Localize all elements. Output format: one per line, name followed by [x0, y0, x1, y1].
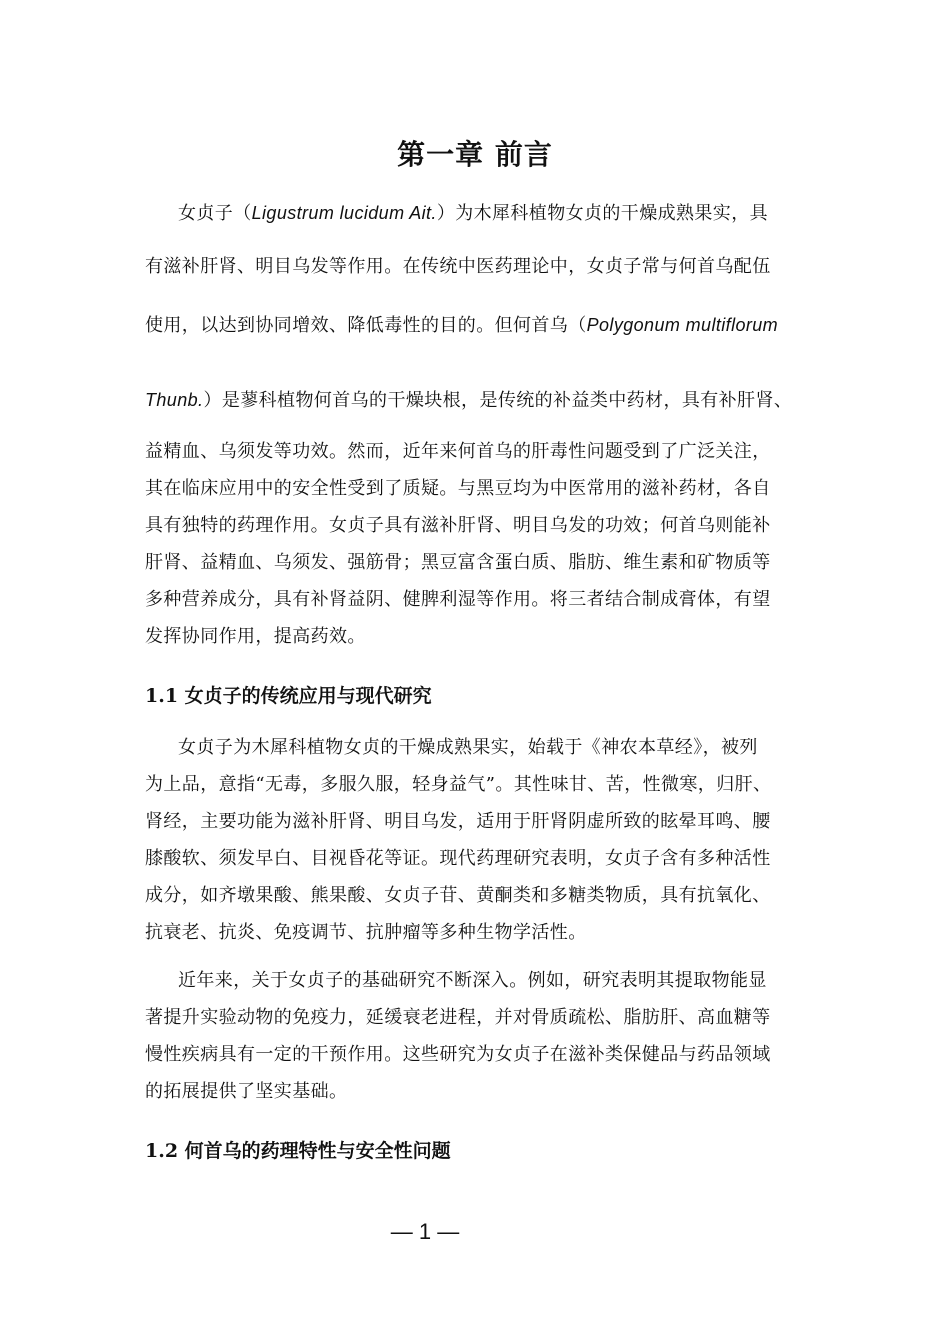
section1-p1-line-5: 成分，如齐墩果酸、熊果酸、女贞子苷、黄酮类和多糖类物质，具有抗氧化、 [145, 885, 771, 906]
section1-p2-line-3: 慢性疾病具有一定的干预作用。这些研究为女贞子在滋补类保健品与药品领域 [145, 1044, 771, 1065]
para1-line-3: 使用，以达到协同增效、降低毒性的目的。但何首乌（Polygonum multiflorum [145, 315, 779, 336]
latin-name: Polygonum multiflorum [586, 315, 779, 335]
section1-p1-line-2: 为上品，意指“无毒，多服久服，轻身益气”。其性味甘、苦，性微寒，归肝、 [145, 774, 772, 795]
para1-line-8: 肝肾、益精血、乌须发、强筋骨；黑豆富含蛋白质、脂肪、维生素和矿物质等 [145, 552, 771, 573]
section-heading-1-1: 1.1 女贞子的传统应用与现代研究 [145, 685, 432, 707]
section1-p1-line-4: 膝酸软、须发早白、目视昏花等证。现代药理研究表明，女贞子含有多种活性 [145, 848, 771, 869]
latin-name: Thunb. [145, 390, 204, 410]
para1-line-4: Thunb.）是蓼科植物何首乌的干燥块根，是传统的补益类中药材，具有补肝肾、 [145, 390, 793, 411]
section1-p2-line-2: 著提升实验动物的免疫力，延缓衰老进程，并对骨质疏松、脂肪肝、高血糖等 [145, 1007, 771, 1028]
section1-p1-line-6: 抗衰老、抗炎、免疫调节、抗肿瘤等多种生物学活性。 [145, 922, 587, 943]
latin-name: Ligustrum lucidum Ait. [251, 203, 437, 223]
section-heading-1-2: 1.2 何首乌的药理特性与安全性问题 [145, 1140, 451, 1162]
para1-line-5: 益精血、乌须发等功效。然而，近年来何首乌的肝毒性问题受到了广泛关注， [145, 441, 771, 462]
para1-line-1: 女贞子（Ligustrum lucidum Ait.）为木犀科植物女贞的干燥成熟果实，具 [178, 203, 769, 224]
para1-line-9: 多种营养成分，具有补肾益阴、健脾利湿等作用。将三者结合制成膏体，有望 [145, 589, 771, 610]
page-number: — 1 — [390, 1219, 460, 1244]
section1-p2-line-4: 的拓展提供了坚实基础。 [145, 1081, 348, 1102]
para1-line-7: 具有独特的药理作用。女贞子具有滋补肝肾、明目乌发的功效；何首乌则能补 [145, 515, 771, 536]
section1-p2-line-1: 近年来，关于女贞子的基础研究不断深入。例如，研究表明其提取物能显 [178, 970, 767, 991]
para1-line-10: 发挥协同作用，提高药效。 [145, 626, 366, 647]
chapter-title: 第一章 前言 [397, 138, 553, 171]
section1-p1-line-3: 肾经，主要功能为滋补肝肾、明目乌发，适用于肝肾阴虚所致的眩晕耳鸣、腰 [145, 811, 771, 832]
para1-line-6: 其在临床应用中的安全性受到了质疑。与黑豆均为中医常用的滋补药材，各自 [145, 478, 771, 499]
para1-line-2: 有滋补肝肾、明目乌发等作用。在传统中医药理论中，女贞子常与何首乌配伍 [145, 256, 771, 277]
section1-p1-line-1: 女贞子为木犀科植物女贞的干燥成熟果实，始载于《神农本草经》，被列 [178, 737, 758, 758]
